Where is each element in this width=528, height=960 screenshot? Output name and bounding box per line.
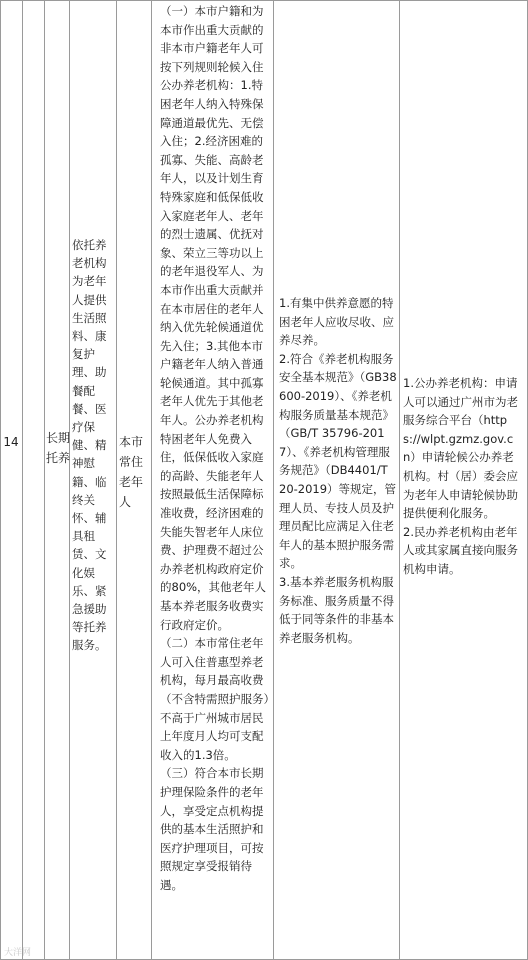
col-border <box>69 0 70 960</box>
col-border <box>0 0 1 960</box>
service-target: 本市常住老年人 <box>119 435 144 509</box>
application-item: 2.民办养老机构由老年人或其家属直接向服务机构申请。 <box>403 524 518 576</box>
row-number: 14 <box>3 435 19 449</box>
rule-paragraph: （二）本市常住老年人可入住普惠型养老机构，每月最高收费（不含特需照护服务）不高于广州城市居民上年度月人均可支配收入的1.3倍。 <box>160 636 270 762</box>
standard-item: 1.有集中供养意愿的特困老年人应收尽收、应养尽养。 <box>279 296 394 348</box>
standard-item: 2.符合《养老机构服务安全基本规范》（GB38600-2019）、《养老机构服务质量基本规范》（GB/T 35796-2017）、《养老机构管理服务规范》（DB4401/T 20-2019）等规定，管理人员、专技人员及护理员配比应满足入住老年人的基本照护服务需求。 <box>279 351 397 571</box>
rule-paragraph: （三）符合本市长期护理保险条件的老年人，享受定点机构提供的基本生活照护和医疗护理项目，可按照规定享受报销待遇。 <box>160 766 264 892</box>
service-content: 依托养老机构为老年人提供生活照料、康复护理、助餐配餐、医疗保健、精神慰籍、临终关怀、辅具租赁、文化娱乐、紧急援助等托养服务。 <box>72 238 107 653</box>
rule-paragraph: （一）本市户籍和为本市作出重大贡献的非本市户籍老年人可按下列规则轮候入住公办养老机构：1.特困老年人纳入特殊保障通道最优先、无偿入住；2.经济困难的孤寡、失能、高龄老年人，以及计划生育特殊家庭和低保低收入家庭老年人、老年的烈士遗属、优抚对象、荣立三等功以上的老年退役军人、为本市作出重大贡献并在本市居住的老年人纳入优先轮候通道优先入住；3.其他本市户籍老年人纳入普通轮候通道。其中孤寡老年人优先于其他老年人。公办养老机构特困老年人免费入住，低保低收入家庭的高龄、失能老年人按照最低生活保障标准收费，经济困难的失能失智老年人床位费、护理费不超过公办养老机构政府定价的80%，其他老年人基本养老服务收费实行政府定价。 <box>160 4 267 632</box>
col-border <box>273 0 274 960</box>
table-top-border <box>0 0 528 1</box>
application-method <box>403 374 523 579</box>
col-border <box>116 0 117 960</box>
col-border <box>399 0 400 960</box>
col-border <box>44 0 45 960</box>
col-border <box>22 0 23 960</box>
admission-rules <box>160 2 270 895</box>
application-item: 1.公办养老机构：申请人可以通过广州市为老服务综合平台（https://wlpt.gzmz.gov.cn）申请轮候公办养老机构。村（居）委会应为老年人申请轮候协助提供便利化服务。 <box>403 376 518 521</box>
standard-item: 3.基本养老服务机构服务标准、服务质量不得低于同等条件的非基本养老服务机构。 <box>279 574 394 645</box>
service-category: 长期托养 <box>46 431 71 465</box>
service-standards <box>279 294 397 647</box>
col-border <box>151 0 152 960</box>
watermark-logo: 大洋网 <box>4 948 32 958</box>
